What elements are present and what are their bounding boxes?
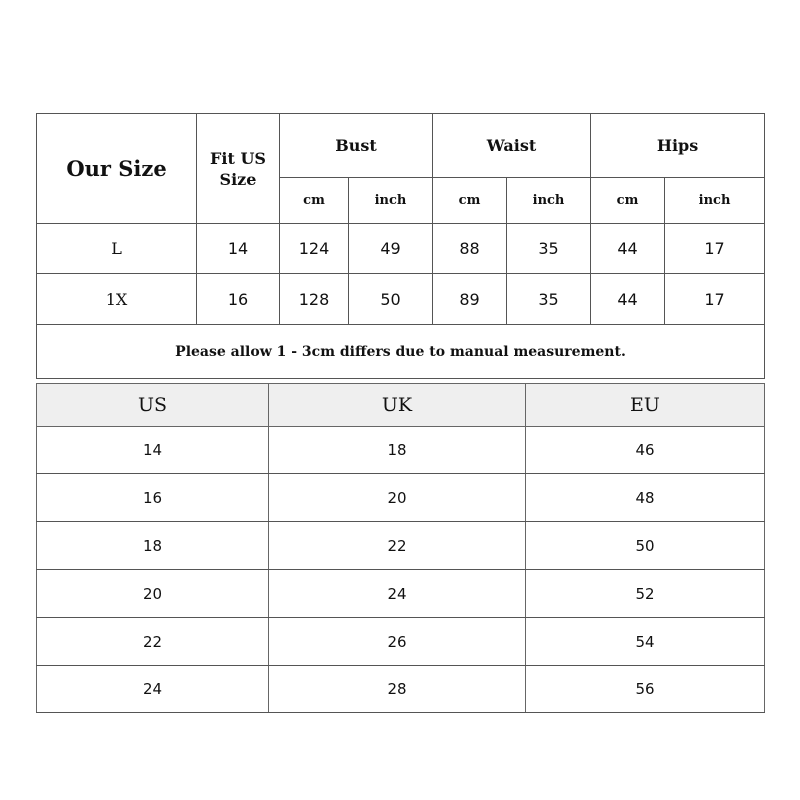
us-cell: 22 — [37, 618, 269, 666]
table-row — [37, 666, 765, 713]
size-chart-table — [36, 113, 765, 379]
fit-us-size-header — [197, 114, 280, 224]
bust-cm-cell: 124 — [280, 224, 349, 274]
unit-header: cm — [280, 178, 349, 224]
waist-inch-cell: 35 — [507, 224, 591, 274]
us-header: US — [37, 384, 269, 427]
unit-header: cm — [433, 178, 507, 224]
bust-header: Bust — [280, 114, 433, 178]
size-cell: L — [37, 224, 197, 274]
bust-inch-cell: 49 — [349, 224, 433, 274]
uk-cell: 28 — [269, 666, 526, 713]
eu-cell: 48 — [526, 474, 765, 522]
hips-cm-cell: 44 — [591, 274, 665, 325]
unit-header: inch — [507, 178, 591, 224]
waist-header: Waist — [433, 114, 591, 178]
table-row — [37, 618, 765, 666]
hips-inch-cell: 17 — [665, 274, 765, 325]
us-cell: 20 — [37, 570, 269, 618]
size-cell: 1X — [37, 274, 197, 325]
eu-cell: 46 — [526, 427, 765, 474]
fit-us-cell: 14 — [197, 224, 280, 274]
hips-header: Hips — [591, 114, 765, 178]
eu-cell: 50 — [526, 522, 765, 570]
waist-cm-cell: 89 — [433, 274, 507, 325]
size-label: Size — [219, 169, 257, 189]
table-row — [37, 427, 765, 474]
waist-inch-cell: 35 — [507, 274, 591, 325]
eu-cell: 54 — [526, 618, 765, 666]
unit-header: inch — [349, 178, 433, 224]
table-row — [37, 274, 765, 325]
waist-cm-cell: 88 — [433, 224, 507, 274]
us-cell: 14 — [37, 427, 269, 474]
eu-header: EU — [526, 384, 765, 427]
table-row — [37, 224, 765, 274]
us-cell: 24 — [37, 666, 269, 713]
uk-cell: 24 — [269, 570, 526, 618]
table-row — [37, 570, 765, 618]
uk-cell: 20 — [269, 474, 526, 522]
measurement-note: Please allow 1 - 3cm differs due to manual measurement. — [37, 325, 765, 379]
us-cell: 16 — [37, 474, 269, 522]
fit-us-cell: 16 — [197, 274, 280, 325]
hips-inch-cell: 17 — [665, 224, 765, 274]
unit-header: inch — [665, 178, 765, 224]
uk-cell: 22 — [269, 522, 526, 570]
table-row — [37, 474, 765, 522]
uk-cell: 26 — [269, 618, 526, 666]
uk-header: UK — [269, 384, 526, 427]
hips-cm-cell: 44 — [591, 224, 665, 274]
size-conversion-table — [36, 383, 765, 713]
bust-inch-cell: 50 — [349, 274, 433, 325]
table-row — [37, 522, 765, 570]
our-size-header: Our Size — [37, 114, 197, 224]
uk-cell: 18 — [269, 427, 526, 474]
eu-cell: 56 — [526, 666, 765, 713]
unit-header: cm — [591, 178, 665, 224]
us-cell: 18 — [37, 522, 269, 570]
eu-cell: 52 — [526, 570, 765, 618]
fit-us-label: Fit US — [210, 148, 266, 168]
bust-cm-cell: 128 — [280, 274, 349, 325]
